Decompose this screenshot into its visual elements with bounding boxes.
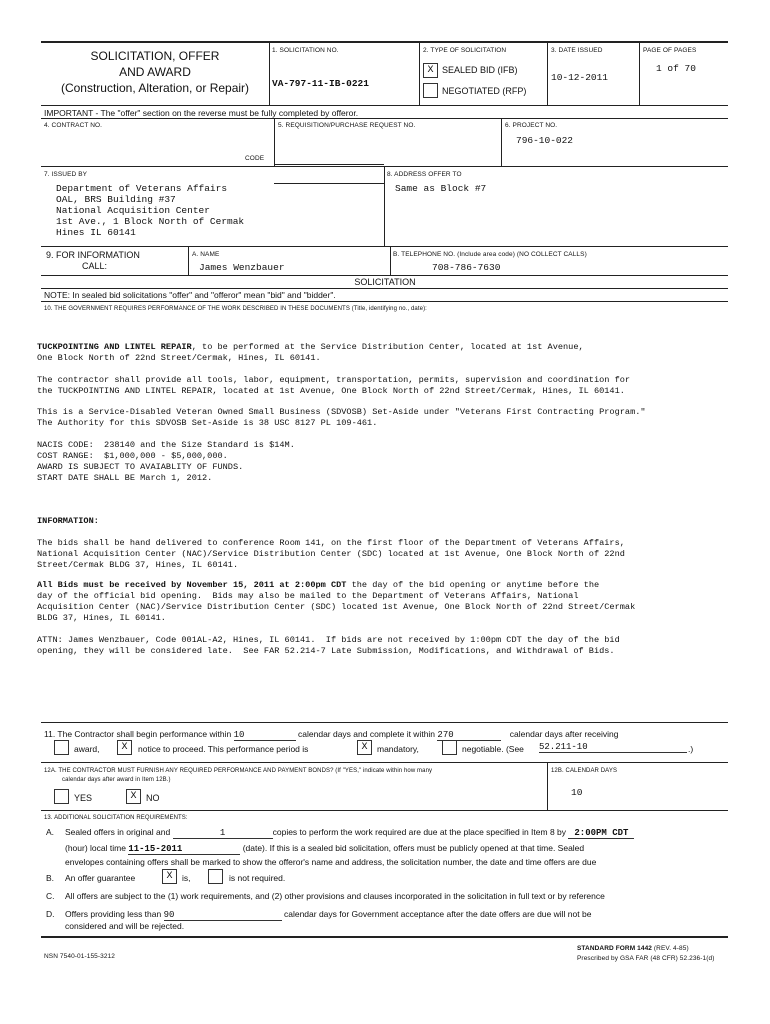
item13a-line3: envelopes containing offers shall be marked to show the offeror's name and address, the solicitation number, the date and time offers are due [65,857,597,867]
contact-phone: 708-786-7630 [432,262,501,273]
date-issued-label: 3. DATE ISSUED [551,47,603,54]
issued-by-label: 7. ISSUED BY [44,171,88,178]
form-title-line2: AND AWARD [119,65,191,79]
project-no-value: 796-10-022 [516,135,574,146]
guarantee-is-label: is, [182,873,191,883]
info-call-label: 9. FOR INFORMATION [46,250,140,260]
notice-to-proceed-checkbox[interactable]: X [117,740,132,755]
divider [274,118,275,166]
form-title-line3: (Construction, Alteration, or Repair) [60,81,250,95]
body-text: Street/Cermak BLDG 37, Hines, IL 60141. [37,560,239,570]
item13d-text-part: calendar days for Government acceptance after the date offers are due will not be [283,909,592,919]
item13c-letter: C. [46,891,55,901]
item11-text-part: calendar days after receiving [509,729,619,739]
bonds-yes-checkbox[interactable] [54,789,69,804]
mandatory-label: mandatory, [377,744,419,754]
body-p7 [37,635,620,657]
issued-by-line: Department of Veterans Affairs [56,183,228,194]
award-checkbox[interactable] [54,740,69,755]
form-title [41,48,269,96]
top-rule [41,41,728,43]
item12a-label-line2: calendar days after award in Item 12B.) [62,777,171,783]
calendar-days-value: 10 [571,787,583,798]
item13d-text-part: Offers providing less than [65,909,162,919]
copies-field[interactable]: 1 [173,828,273,839]
divider [419,43,420,105]
rule [274,164,384,165]
info-call-label-line2: CALL: [82,261,108,271]
divider [639,43,640,105]
acceptance-days-field[interactable]: 90 [164,910,282,921]
form-name: STANDARD FORM 1442 [577,945,652,952]
bonds-no-label: NO [146,793,160,803]
item10-label: 10. THE GOVERNMENT REQUIRES PERFORMANCE OF THE WORK DESCRIBED IN THESE DOCUMENTS (Title, identifying no., date): [44,306,427,312]
item13-label: 13. ADDITIONAL SOLICITATION REQUIREMENTS: [44,815,188,821]
form-designation [577,945,689,952]
body-text: BLDG 37, Hines, IL 60141. [37,613,166,623]
nsn-number: NSN 7540-01-155-3212 [44,953,116,960]
code-label: CODE [245,155,265,162]
solicitation-type-label: 2. TYPE OF SOLICITATION [423,47,507,54]
contract-no-label: 4. CONTRACT NO. [44,122,103,129]
rule [41,288,728,289]
item13d-text [65,909,591,921]
divider [384,166,385,246]
bid-deadline: All Bids must be received by November 15, 2011 at 2:00pm CDT [37,580,347,590]
negotiable-checkbox[interactable] [442,740,457,755]
body-text: the day of the bid opening or anytime before the [346,580,600,590]
due-time-field[interactable]: 2:00PM CDT [568,828,634,839]
solicitation-heading: SOLICITATION [354,277,416,287]
guarantee-is-checkbox[interactable]: X [162,869,177,884]
due-date-field[interactable]: 11-15-2011 [128,844,240,855]
bottom-rule [41,936,728,938]
item13a-text [65,827,634,839]
mandatory-checkbox[interactable]: X [357,740,372,755]
form-revision: (REV. 4-85) [653,945,689,952]
item11-text-part: 11. The Contractor shall begin performance within [44,729,232,739]
item12a-label: 12A. THE CONTRACTOR MUST FURNISH ANY REQUIRED PERFORMANCE AND PAYMENT BONDS? (If "YES," indicate within how many [44,768,433,774]
rule [41,275,728,276]
form-title-line1: SOLICITATION, OFFER [90,49,220,63]
body-text: The Authority for this SDVOSB Set-Aside is 38 USC 8127 PL 109-461. [37,418,378,428]
rule [41,301,728,302]
body-text: NACIS CODE: 238140 and the Size Standard is $14M. [37,440,295,450]
item13a-text-part: (hour) local time [65,843,126,853]
requisition-label: 5. REQUISITION/PURCHASE REQUEST NO. [278,122,416,129]
sealed-bid-checkbox[interactable]: X [423,63,438,78]
rule [41,246,728,247]
information-heading: INFORMATION: [37,516,99,526]
notice-to-proceed-label: notice to proceed. This performance period is [138,744,309,754]
body-text: AWARD IS SUBJECT TO AVAIABLITY OF FUNDS. [37,462,244,472]
item13b-text: An offer guarantee [65,873,136,883]
negotiated-checkbox[interactable] [423,83,438,98]
begin-days-field[interactable]: 10 [234,730,296,741]
body-text: This is a Service-Disabled Veteran Owned Small Business (SDVOSB) Set-Aside under "Veterans First Contracting Program." [37,407,646,417]
divider [501,118,502,166]
item13a-text-part: Sealed offers in original and [65,827,171,837]
body-p5 [37,538,625,571]
item13a-text-part: (date). If this is a sealed bid solicitation, offers must be publicly opened at that time. Sealed [242,843,585,853]
date-issued-value: 10-12-2011 [551,72,609,83]
issued-by-line: OAL, BRS Building #37 [56,194,176,205]
item11-close: .) [688,744,694,754]
body-p3 [37,407,646,429]
rule [41,118,728,119]
item11-text-part: calendar days and complete it within [298,729,436,739]
see-clause-field[interactable]: 52.211-10 [539,742,687,753]
body-text: Acquisition Center (NAC)/Service Distribution Center (SDC) located 1st Avenue, One Block North of 22nd Street/Cermak [37,602,636,612]
rule [41,722,728,723]
item13c-text: All offers are subject to the (1) work requirements, and (2) other provisions and clauses incorporated in the solicitation in full text or by reference [65,891,605,901]
pages-value: 1 of 70 [656,63,696,74]
issued-by-line: National Acquisition Center [56,205,210,216]
divider [547,762,548,810]
rule [41,105,728,106]
guarantee-not-checkbox[interactable] [208,869,223,884]
project-no-label: 6. PROJECT NO. [505,122,558,129]
item13a-line2 [65,843,584,855]
body-p1 [37,342,584,364]
body-text: National Acquisition Center (NAC)/Service Distribution Center (SDC) located at 1st Avenue, One Block North of 22nd [37,549,625,559]
body-text: START DATE SHALL BE March 1, 2012. [37,473,213,483]
body-text: , to be performed at the Service Distribution Center, located at 1st Avenue, [191,342,584,352]
body-text: day of the official bid opening. Bids may also be mailed to the Department of Veterans Affairs, National [37,591,579,601]
divider [269,43,270,105]
negotiable-label: negotiable. (See [462,744,524,754]
body-text: The bids shall be hand delivered to conference Room 141, on the first floor of the Department of Veterans Affairs, [37,538,625,548]
address-offer-label: 8. ADDRESS OFFER TO [387,171,462,178]
body-p4 [37,440,295,484]
body-text: The contractor shall provide all tools, labor, equipment, transportation, permits, supervision and coordination for [37,375,631,385]
sealed-bid-note: NOTE: In sealed bid solicitations "offer" and "offeror" mean "bid" and "bidder". [44,290,336,300]
name-label: A. NAME [192,251,220,258]
solicitation-no-label: 1. SOLICITATION NO. [272,47,339,54]
body-text: One Block North of 22nd Street/Cermak, Hines, IL 60141. [37,353,321,363]
bonds-no-checkbox[interactable]: X [126,789,141,804]
solicitation-no-value: VA-797-11-IB-0221 [272,78,369,89]
body-text: COST RANGE: $1,000,000 - $5,000,000. [37,451,228,461]
prescribed-by: Prescribed by GSA FAR (48 CFR) 52.236-1(d) [577,955,715,962]
project-title: TUCKPOINTING AND LINTEL REPAIR [37,342,192,352]
award-label: award, [74,744,100,754]
divider [390,246,391,275]
divider [188,246,189,275]
pages-label: PAGE OF PAGES [643,47,697,54]
issued-by-address [56,183,244,238]
body-text: ATTN: James Wenzbauer, Code 001AL-A2, Hines, IL 60141. If bids are not received by 1:00pm CDT the day of the bid [37,635,620,645]
divider [547,43,548,105]
complete-days-field[interactable]: 270 [437,730,501,741]
contact-name: James Wenzbauer [199,262,285,273]
phone-label: B. TELEPHONE NO. (Include area code) (NO COLLECT CALLS) [393,251,587,258]
rule [41,810,728,811]
important-note: IMPORTANT - The "offer" section on the reverse must be fully completed by offeror. [44,108,359,118]
issued-by-line: 1st Ave., 1 Block North of Cermak [56,216,245,227]
body-text: the TUCKPOINTING AND LINTEL REPAIR, located at 1st Avenue, One Block North of 22nd Street/Cermak, Hines, IL 60141. [37,386,625,396]
negotiated-label: NEGOTIATED (RFP) [442,86,527,96]
rule [274,183,384,184]
body-text: opening, they will be considered late. See FAR 52.214-7 Late Submission, Modifications, and Withdrawal of Bids. [37,646,615,656]
body-p6 [37,580,635,624]
item12b-label: 12B. CALENDAR DAYS [551,768,618,774]
sealed-bid-label: SEALED BID (IFB) [442,65,518,75]
address-offer-value: Same as Block #7 [395,183,487,194]
item13a-letter: A. [46,827,55,837]
item13d-line2: considered and will be rejected. [65,921,185,931]
item13a-text-part: copies to perform the work required are due at the place specified in Item 8 by [272,827,567,837]
item13d-letter: D. [46,909,55,919]
bonds-yes-label: YES [74,793,93,803]
item13b-letter: B. [46,873,55,883]
issued-by-line: Hines IL 60141 [56,227,136,238]
guarantee-not-label: is not required. [229,873,286,883]
rule [41,762,728,763]
body-p2 [37,375,630,397]
